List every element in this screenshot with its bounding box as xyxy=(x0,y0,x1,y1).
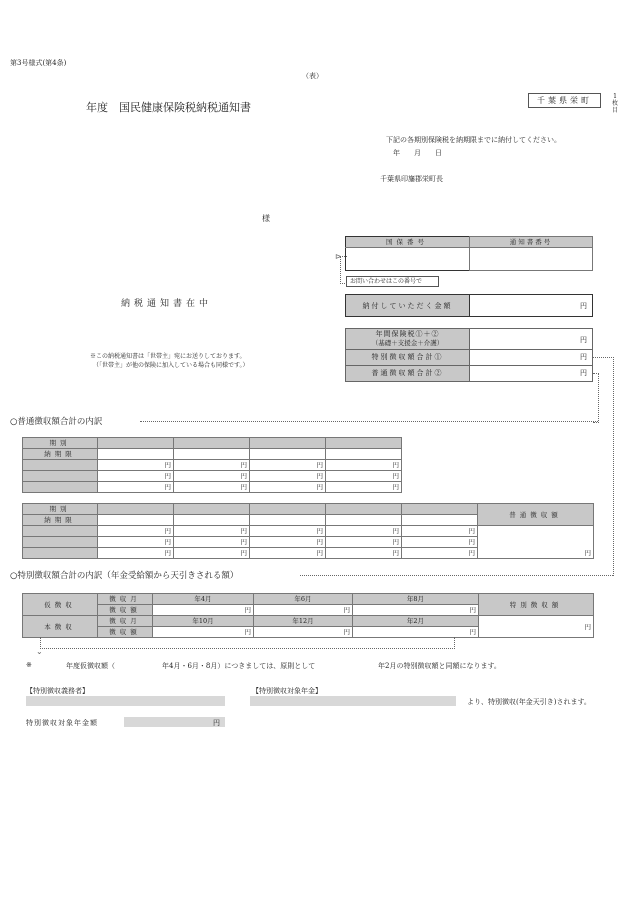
notice-no-field xyxy=(469,236,593,271)
enclosed-label: 納税通知書在中 xyxy=(121,299,213,309)
obligor-label: 【特別徴収義務者】 xyxy=(26,687,89,695)
pension-field xyxy=(250,696,456,706)
special-section-heading: ○特別徴収額合計の内訳（年金受給額から天引きされる額） xyxy=(10,571,239,581)
main-collection-label: 本徴収 xyxy=(23,616,98,638)
annual-tax-label: 年間保険税①＋② xyxy=(375,330,440,338)
footnote-mark: ※ xyxy=(26,661,32,669)
issuer: 千葉県印旛郡栄町長 xyxy=(380,175,443,183)
normal-total-yen-cell: 円 xyxy=(478,526,594,559)
normal-table-1: 期別 納期限 円 円 円 円 円 円 円 円 円 円 円 円 xyxy=(22,437,402,493)
deduction-text: より、特別徴収(年金天引き)されます。 xyxy=(467,698,591,706)
target-amount-label: 特別徴収対象年金額 xyxy=(26,719,98,727)
payment-instruction: 下記の各期別保険税を納期限までに納付してください。 xyxy=(386,136,561,144)
obligor-field xyxy=(26,696,225,706)
normal-total-label: 普通徴収額合計② xyxy=(371,369,444,377)
down-arrow-icon: ⌄ xyxy=(36,647,43,656)
page-title: 年度 国民健康保険税納税通知書 xyxy=(86,101,251,114)
pay-amount-label: 納付していただく金額 xyxy=(362,302,453,310)
target-amount-field xyxy=(124,717,225,727)
period-label: 期別 xyxy=(23,438,98,449)
notice-no-label: 通知書番号 xyxy=(509,238,553,246)
special-table: 仮徴収 徴収月 年4月 年6月 年8月 特別徴収額 徴収額 円 円 円 本徴収 徴収月 年10月 年12月 年2月 円 徴収額 円 円 円 xyxy=(22,593,594,638)
deadline-label: 納期限 xyxy=(23,449,98,460)
footnote-text-c: 年2月の特別徴収額と同額になります。 xyxy=(378,662,501,670)
special-total-header: 特別徴収額 xyxy=(479,594,594,616)
special-total-yen-cell: 円 xyxy=(479,616,594,638)
normal-total-header: 普通徴収額 xyxy=(478,504,594,526)
special-total-label: 特別徴収額合計① xyxy=(371,353,444,361)
footnote-text-b: 年4月・6月・8月）につきましては、原則として xyxy=(162,662,316,670)
arrow-icon: ⊳ xyxy=(335,252,342,261)
footnote-text-a: 年度仮徴収額（ xyxy=(66,662,115,670)
normal-section-heading: ○普通徴収額合計の内訳 xyxy=(10,417,103,427)
sheet-count: 1枚目 xyxy=(611,93,618,114)
addressee-suffix: 様 xyxy=(262,214,270,223)
notice-date: 年 月 日 xyxy=(393,149,442,157)
pension-label: 【特別徴収対象年金】 xyxy=(252,687,322,695)
note-line-1: ※この納税通知書は「世帯主」宛にお送りしております。 xyxy=(90,353,246,360)
special-total-yen: 円 xyxy=(580,353,587,361)
note-line-2: （「世帯主」が他の保険に加入している場合も同様です。） xyxy=(93,362,249,369)
insurance-no-label: 国保番号 xyxy=(386,238,428,246)
front-side-mark: （表） xyxy=(302,72,323,80)
form-number: 第3号様式(第4条) xyxy=(10,59,67,67)
inquiry-hint: お問い合わせはこの番号で xyxy=(346,276,439,287)
normal-total-yen: 円 xyxy=(580,369,587,377)
normal-table-2: 期別 普通徴収額 納期限 円 円 円 円 円 円 円 円 円 円 円 円 円 円 円 円 xyxy=(22,503,594,559)
provisional-label: 仮徴収 xyxy=(23,594,98,616)
insurance-no-field xyxy=(345,236,470,271)
annual-tax-sub-label: （基礎＋支援金＋介護） xyxy=(371,339,444,347)
town-box: 千葉県栄町 xyxy=(528,93,601,108)
annual-tax-yen: 円 xyxy=(580,336,587,344)
target-amount-yen: 円 xyxy=(213,719,220,727)
pay-amount-yen: 円 xyxy=(580,302,587,310)
